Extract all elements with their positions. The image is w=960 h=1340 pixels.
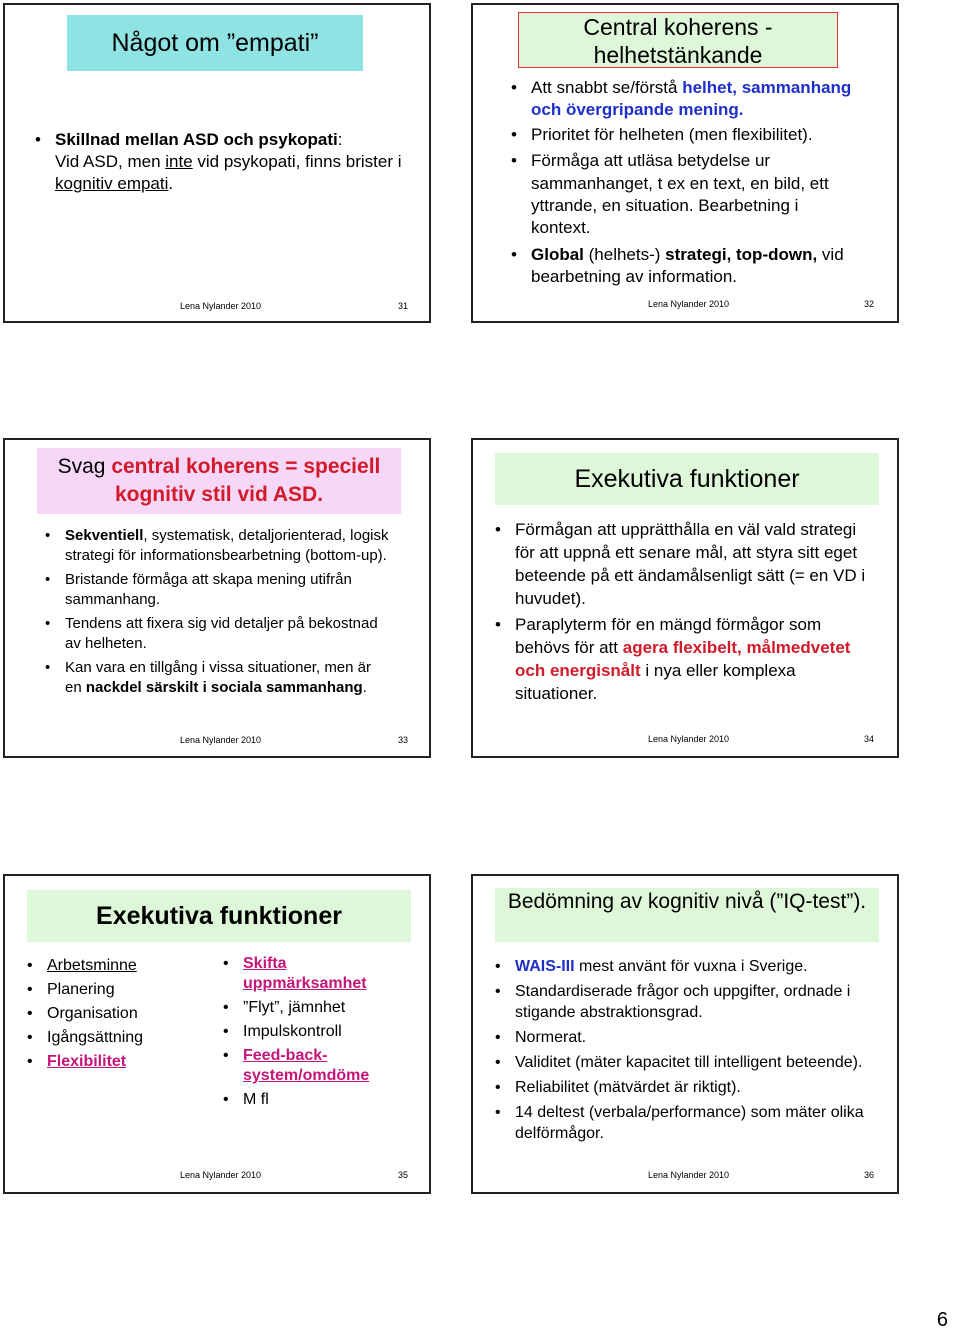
slide-title	[37, 448, 401, 514]
list-item	[221, 954, 401, 994]
slide-title	[67, 15, 363, 71]
list-item	[43, 658, 391, 698]
text: Normerat.	[515, 1029, 587, 1046]
slide-33	[3, 438, 431, 758]
list-item	[493, 956, 877, 977]
slide-footer-author: Lena Nylander 2010	[180, 301, 262, 311]
bullet-list	[509, 77, 859, 289]
list-item	[221, 1046, 401, 1086]
text: Reliabilitet (mätvärdet är riktigt).	[515, 1079, 741, 1096]
slide-35	[3, 874, 431, 1194]
list-item	[25, 954, 205, 978]
highlight-text: Skifta uppmärksamhet	[243, 955, 367, 992]
text: Planering	[47, 981, 115, 998]
text: Vid ASD, men	[55, 152, 166, 171]
bold-text: Sekventiell	[65, 527, 144, 544]
slide-number: 32	[864, 299, 875, 309]
slide-footer-author: Lena Nylander 2010	[648, 1170, 730, 1180]
slide-title	[27, 890, 411, 942]
list-item	[43, 570, 391, 610]
highlight-text: helhet, sammanhang och övergripande mening.	[531, 78, 852, 120]
list-item	[25, 1002, 205, 1026]
highlight-text: agera flexibelt, målmedvetet och energisnålt	[515, 638, 851, 680]
list-item	[221, 998, 401, 1018]
slide-footer-author: Lena Nylander 2010	[648, 299, 730, 309]
highlight-text: Feed-back-system/omdöme	[243, 1047, 370, 1084]
list-item	[221, 1090, 401, 1110]
list-item	[493, 518, 873, 610]
slide-title-text: Exekutiva funktioner	[96, 902, 342, 930]
text: Organisation	[47, 1005, 138, 1022]
bullet-list	[43, 526, 391, 698]
list-item	[509, 77, 859, 122]
text: .	[362, 679, 367, 696]
text: Igångsättning	[47, 1029, 144, 1046]
list-item	[221, 1022, 401, 1042]
text: Paraplyterm för en mängd förmågor som behövs för att	[515, 615, 822, 657]
bold-text: Skillnad mellan ASD och psykopati	[55, 130, 338, 149]
underlined-text: inte	[165, 152, 193, 171]
slide-36	[471, 874, 899, 1194]
text: ”Flyt”, jämnhet	[243, 999, 346, 1016]
slide-footer-author: Lena Nylander 2010	[180, 735, 262, 745]
slide-title-highlight: central koherens = speciell kognitiv stil vid ASD.	[111, 455, 381, 506]
list-item	[509, 150, 859, 240]
text: vid psykopati, finns brister i	[192, 152, 402, 171]
bullet-list-right	[221, 954, 401, 1110]
bold-text: Global	[531, 244, 584, 264]
highlight-text: Flexibilitet	[47, 1053, 127, 1070]
text: , systematisk, detaljorienterad, logisk strategi för informationsbearbetning (bottom-up).	[65, 527, 389, 564]
text: Bristande förmåga att skapa mening utifrån sammanhang.	[65, 571, 352, 608]
list-item	[493, 981, 877, 1023]
slide-title-text: Svag	[57, 455, 112, 478]
highlight-text: WAIS-III	[515, 958, 575, 975]
slide-title-text: Något om ”empati”	[111, 29, 319, 57]
slide-31	[3, 3, 431, 323]
text: Standardiserade frågor och uppgifter, ordnade i stigande abstraktionsgrad.	[515, 983, 851, 1021]
list-item	[25, 978, 205, 1002]
list-item	[509, 124, 859, 146]
slide-32	[471, 3, 899, 323]
page-number: 6	[936, 1309, 948, 1331]
bullet-list	[33, 129, 413, 195]
text: Förmåga att utläsa betydelse ur sammanhanget, t ex en text, en bild, ett yttrande, en situation. Bearbetning i kontext.	[531, 151, 829, 238]
text: Kan vara en tillgång i vissa situationer, men är en	[65, 659, 371, 696]
text: 14 deltest (verbala/performance) som mäter olika delförmågor.	[515, 1104, 864, 1142]
slide-title-text: Central koherens - helhetstänkande	[583, 14, 773, 68]
list-item	[493, 613, 873, 705]
list-item	[43, 526, 391, 566]
bold-text: strategi, top-down,	[665, 244, 818, 264]
slide-title	[495, 453, 879, 505]
text: i nya eller komplexa situationer.	[515, 661, 796, 703]
text: Impulskontroll	[243, 1023, 342, 1040]
slide-number: 36	[864, 1170, 875, 1180]
text: Att snabbt se/förstå	[531, 78, 683, 97]
text: (helhets-)	[583, 244, 666, 264]
text: Prioritet för helheten (men flexibilitet).	[531, 124, 813, 144]
text: Tendens att fixera sig vid detaljer på bekostnad av helheten.	[65, 615, 378, 652]
slide-footer-author: Lena Nylander 2010	[648, 734, 730, 744]
list-item	[33, 129, 413, 195]
bullet-list-left	[25, 954, 205, 1074]
slide-footer-author: Lena Nylander 2010	[180, 1170, 262, 1180]
list-item	[43, 614, 391, 654]
slide-title	[518, 12, 838, 68]
text: Arbetsminne	[47, 957, 137, 974]
slide-number: 33	[398, 735, 409, 745]
slide-34	[471, 438, 899, 758]
list-item	[493, 1052, 877, 1073]
text: :	[337, 130, 343, 149]
underlined-text: kognitiv empati	[55, 174, 169, 193]
slide-number: 31	[398, 301, 409, 311]
bold-text: nackdel särskilt i sociala sammanhang	[85, 679, 363, 696]
bullet-list	[493, 518, 873, 705]
list-item	[493, 1027, 877, 1048]
text: M fl	[243, 1091, 269, 1108]
list-item	[25, 1026, 205, 1050]
text: Förmågan att upprätthålla en väl vald strategi för att uppnå ett senare mål, att styra sitt eget beteende på ett ändamålsenligt sätt (= en VD i huvudet).	[515, 520, 866, 608]
list-item	[25, 1050, 205, 1074]
list-item	[509, 244, 859, 289]
list-item	[493, 1102, 877, 1144]
slide-number: 34	[864, 734, 875, 744]
slide-title	[495, 888, 879, 942]
text: vid bearbetning av information.	[531, 244, 844, 287]
slide-title-text: Exekutiva funktioner	[574, 465, 800, 493]
list-item	[493, 1077, 877, 1098]
text: .	[168, 174, 174, 193]
slide-title-text: Bedömning av kognitiv nivå (”IQ-test”).	[507, 890, 867, 913]
text: Validitet (mäter kapacitet till intelligent beteende).	[515, 1054, 863, 1071]
slide-number: 35	[398, 1170, 409, 1180]
bullet-list	[493, 956, 877, 1144]
text: mest använt för vuxna i Sverige.	[574, 958, 808, 975]
